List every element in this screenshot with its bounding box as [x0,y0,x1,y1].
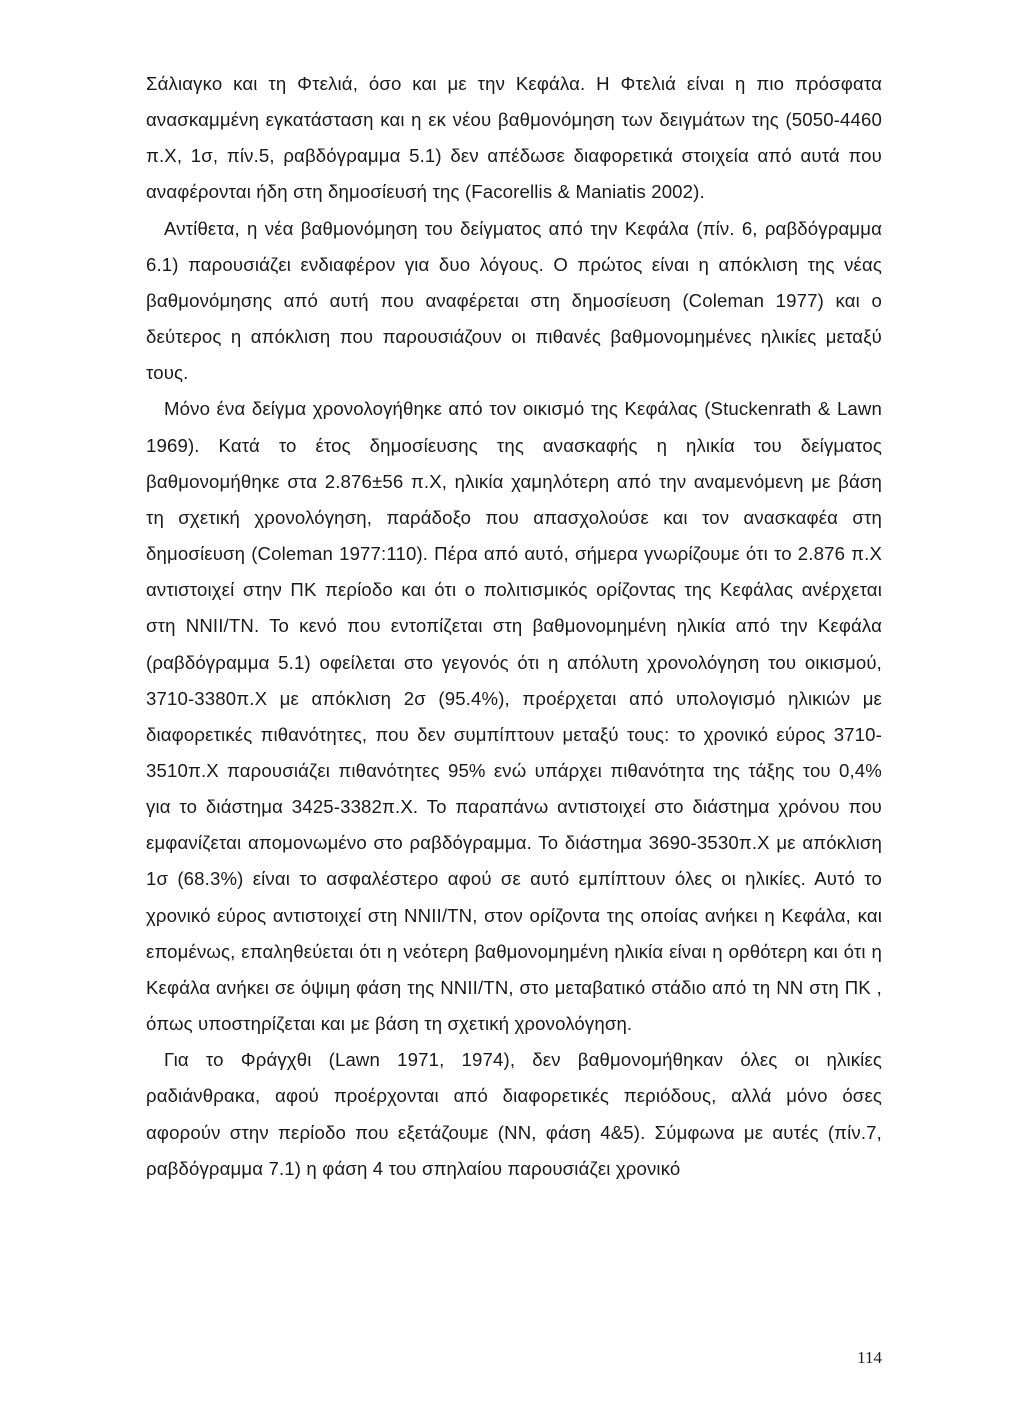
paragraph-2: Αντίθετα, η νέα βαθμονόμηση του δείγματος από την Κεφάλα (πίν. 6, ραβδόγραμμα 6.1) παρουσιάζει ενδιαφέρον για δυο λόγους. Ο πρώτος είναι η απόκλιση της νέας βαθμονόμησης από αυτή που αναφέρεται στη δημοσίευση (Coleman 1977) και ο δεύτερος η απόκλιση που παρουσιάζουν οι πιθανές βαθμονομημένες ηλικίες μεταξύ τους. [146,217,882,384]
paragraph-1: Σάλιαγκο και τη Φτελιά, όσο και με την Κεφάλα. Η Φτελιά είναι η πιο πρόσφατα ανασκαμμένη εγκατάσταση και η εκ νέου βαθμονόμηση των δειγμάτων της (5050-4460 π.Χ, 1σ, πίν.5, ραβδόγραμμα 5.1) δεν απέδωσε διαφορετικά στοιχεία από αυτά που αναφέρονται ήδη στη δημοσίευσή της (Facorellis & Maniatis 2002). [146,73,882,203]
body-text [146,66,882,1187]
paragraph-4: Για το Φράγχθι (Lawn 1971, 1974), δεν βαθμονομήθηκαν όλες οι ηλικίες ραδιάνθρακα, αφού προέρχονται από διαφορετικές περιόδους, αλλά μόνο όσες αφορούν στην περίοδο που εξετάζουμε (ΝΝ, φάση 4&5). Σύμφωνα με αυτές (πίν.7, ραβδόγραμμα 7.1) η φάση 4 του σπηλαίου παρουσιάζει χρονικό [146,1049,882,1179]
paragraph-3: Μόνο ένα δείγμα χρονολογήθηκε από τον οικισμό της Κεφάλας (Stuckenrath & Lawn 1969). Κατά το έτος δημοσίευσης της ανασκαφής η ηλικία του δείγματος βαθμονομήθηκε στα 2.876±56 π.Χ, ηλικία χαμηλότερη από την αναμενόμενη με βάση τη σχετική χρονολόγηση, παράδοξο που απασχολούσε και τον ανασκαφέα στη δημοσίευση (Coleman 1977:110). Πέρα από αυτό, σήμερα γνωρίζουμε ότι το 2.876 π.Χ αντιστοιχεί στην ΠΚ περίοδο και ότι ο πολιτισμικός ορίζοντας της Κεφάλας ανέρχεται στη ΝΝΙΙ/ΤΝ. Το κενό που εντοπίζεται στη βαθμονομημένη ηλικία από την Κεφάλα (ραβδόγραμμα 5.1) οφείλεται στο γεγονός ότι η απόλυτη χρονολόγηση του οικισμού, 3710-3380π.Χ με απόκλιση 2σ (95.4%), προέρχεται από υπολογισμό ηλικιών με διαφορετικές πιθανότητες, που δεν συμπίπτουν μεταξύ τους: το χρονικό εύρος 3710-3510π.Χ παρουσιάζει πιθανότητες 95% ενώ υπάρχει πιθανότητα της τάξης του 0,4% για το διάστημα 3425-3382π.Χ. Το παραπάνω αντιστοιχεί στο διάστημα χρόνου που εμφανίζεται απομονωμένο στο ραβδόγραμμα. Το διάστημα 3690-3530π.Χ με απόκλιση 1σ (68.3%) είναι το ασφαλέστερο αφού σε αυτό εμπίπτουν όλες οι ηλικίες. Αυτό το χρονικό εύρος αντιστοιχεί στη ΝΝΙΙ/ΤΝ, στον ορίζοντα της οποίας ανήκει η Κεφάλα, και επομένως, επαληθεύεται ότι η νεότερη βαθμονομημένη ηλικία είναι η ορθότερη και ότι η Κεφάλα ανήκει σε όψιμη φάση της ΝΝΙΙ/ΤΝ, στο μεταβατικό στάδιο από τη ΝΝ στη ΠΚ , όπως υποστηρίζεται και με βάση τη σχετική χρονολόγηση. [146,398,882,1035]
page-number: 114 [857,1348,882,1367]
